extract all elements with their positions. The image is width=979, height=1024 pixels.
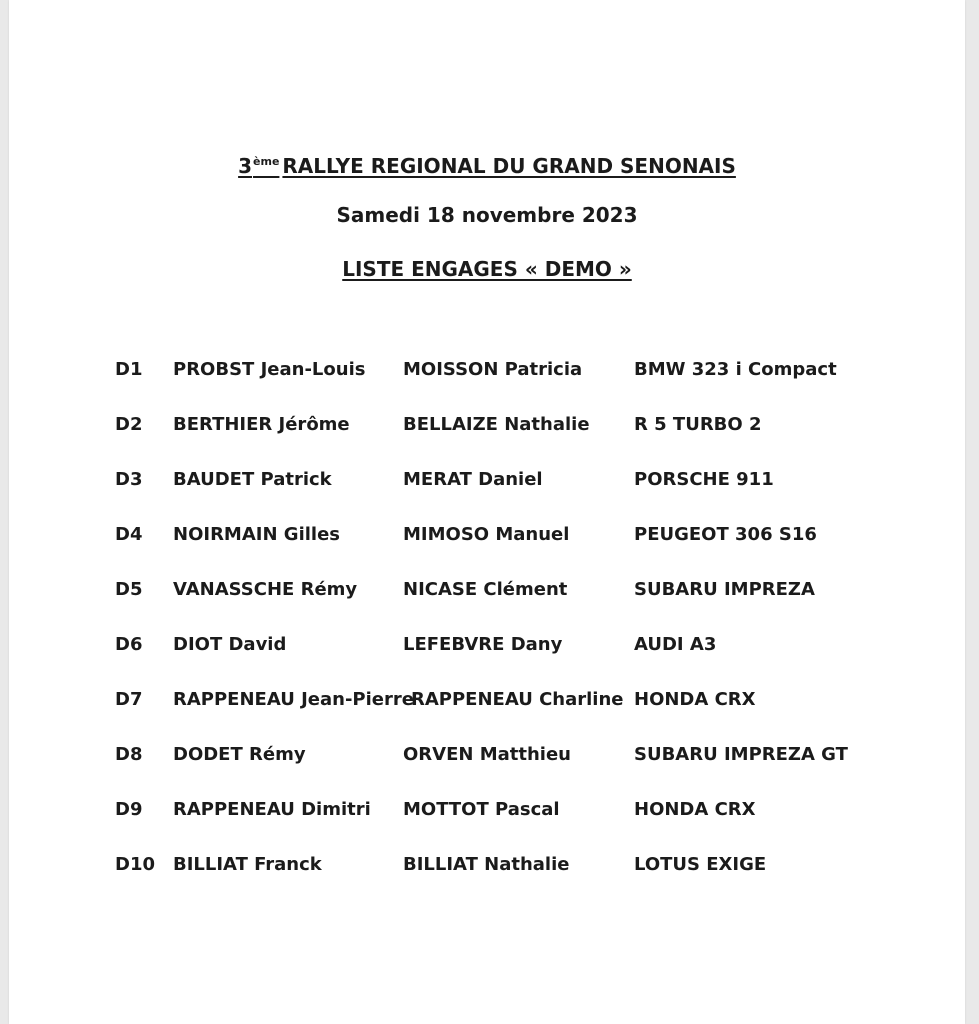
- entry-car: AUDI A3: [634, 634, 717, 655]
- entry-pilot: BERTHIER Jérôme: [173, 414, 350, 435]
- entry-car: R 5 TURBO 2: [634, 414, 762, 435]
- event-title: [9, 150, 965, 178]
- entry-row: [9, 411, 965, 439]
- entry-row: [9, 796, 965, 824]
- entry-copilot: NICASE Clément: [403, 579, 568, 600]
- entry-copilot: RAPPENEAU Charline: [411, 689, 624, 710]
- entry-pilot: PROBST Jean-Louis: [173, 359, 366, 380]
- entry-copilot: BILLIAT Nathalie: [403, 854, 570, 875]
- entry-row: [9, 356, 965, 384]
- entry-number: D3: [115, 469, 143, 490]
- entry-car: SUBARU IMPREZA: [634, 579, 815, 600]
- entry-pilot: DIOT David: [173, 634, 287, 655]
- entry-number: D1: [115, 359, 143, 380]
- edition-number: 3: [238, 154, 253, 178]
- entry-car: LOTUS EXIGE: [634, 854, 767, 875]
- event-name: RALLYE REGIONAL DU GRAND SENONAIS: [282, 154, 736, 178]
- entry-copilot: MOTTOT Pascal: [403, 799, 560, 820]
- edition-suffix: ème: [253, 155, 280, 168]
- entry-copilot: MIMOSO Manuel: [403, 524, 570, 545]
- entry-car: SUBARU IMPREZA GT: [634, 744, 848, 765]
- entry-car: PEUGEOT 306 S16: [634, 524, 817, 545]
- entry-number: D7: [115, 689, 143, 710]
- entry-pilot: VANASSCHE Rémy: [173, 579, 358, 600]
- entry-copilot: MOISSON Patricia: [403, 359, 583, 380]
- entry-car: HONDA CRX: [634, 799, 756, 820]
- entry-row: [9, 741, 965, 769]
- entry-pilot: RAPPENEAU Dimitri: [173, 799, 371, 820]
- entry-number: D2: [115, 414, 143, 435]
- entry-copilot: LEFEBVRE Dany: [403, 634, 563, 655]
- entry-car: BMW 323 i Compact: [634, 359, 837, 380]
- entry-pilot: DODET Rémy: [173, 744, 306, 765]
- entry-copilot: ORVEN Matthieu: [403, 744, 571, 765]
- entry-row: [9, 521, 965, 549]
- event-title-text: [238, 150, 736, 178]
- entry-copilot: MERAT Daniel: [403, 469, 543, 490]
- entry-number: D9: [115, 799, 143, 820]
- entry-row: [9, 466, 965, 494]
- event-date: [9, 203, 965, 227]
- document-page: [9, 0, 965, 1024]
- entry-number: D4: [115, 524, 143, 545]
- entry-pilot: NOIRMAIN Gilles: [173, 524, 341, 545]
- entry-pilot: RAPPENEAU Jean-Pierre: [173, 689, 414, 710]
- entry-row: [9, 686, 965, 714]
- entry-pilot: BAUDET Patrick: [173, 469, 332, 490]
- entry-row: [9, 576, 965, 604]
- entry-number: D5: [115, 579, 143, 600]
- entry-row: [9, 851, 965, 879]
- entry-car: HONDA CRX: [634, 689, 756, 710]
- entry-car: PORSCHE 911: [634, 469, 774, 490]
- entry-number: D8: [115, 744, 143, 765]
- entry-number: D6: [115, 634, 143, 655]
- entry-pilot: BILLIAT Franck: [173, 854, 322, 875]
- entry-copilot: BELLAIZE Nathalie: [403, 414, 590, 435]
- entry-row: [9, 631, 965, 659]
- event-date-text: Samedi 18 novembre 2023: [336, 203, 638, 227]
- list-title-text: LISTE ENGAGES « DEMO »: [342, 257, 632, 281]
- entry-number: D10: [115, 854, 155, 875]
- list-title: [9, 257, 965, 281]
